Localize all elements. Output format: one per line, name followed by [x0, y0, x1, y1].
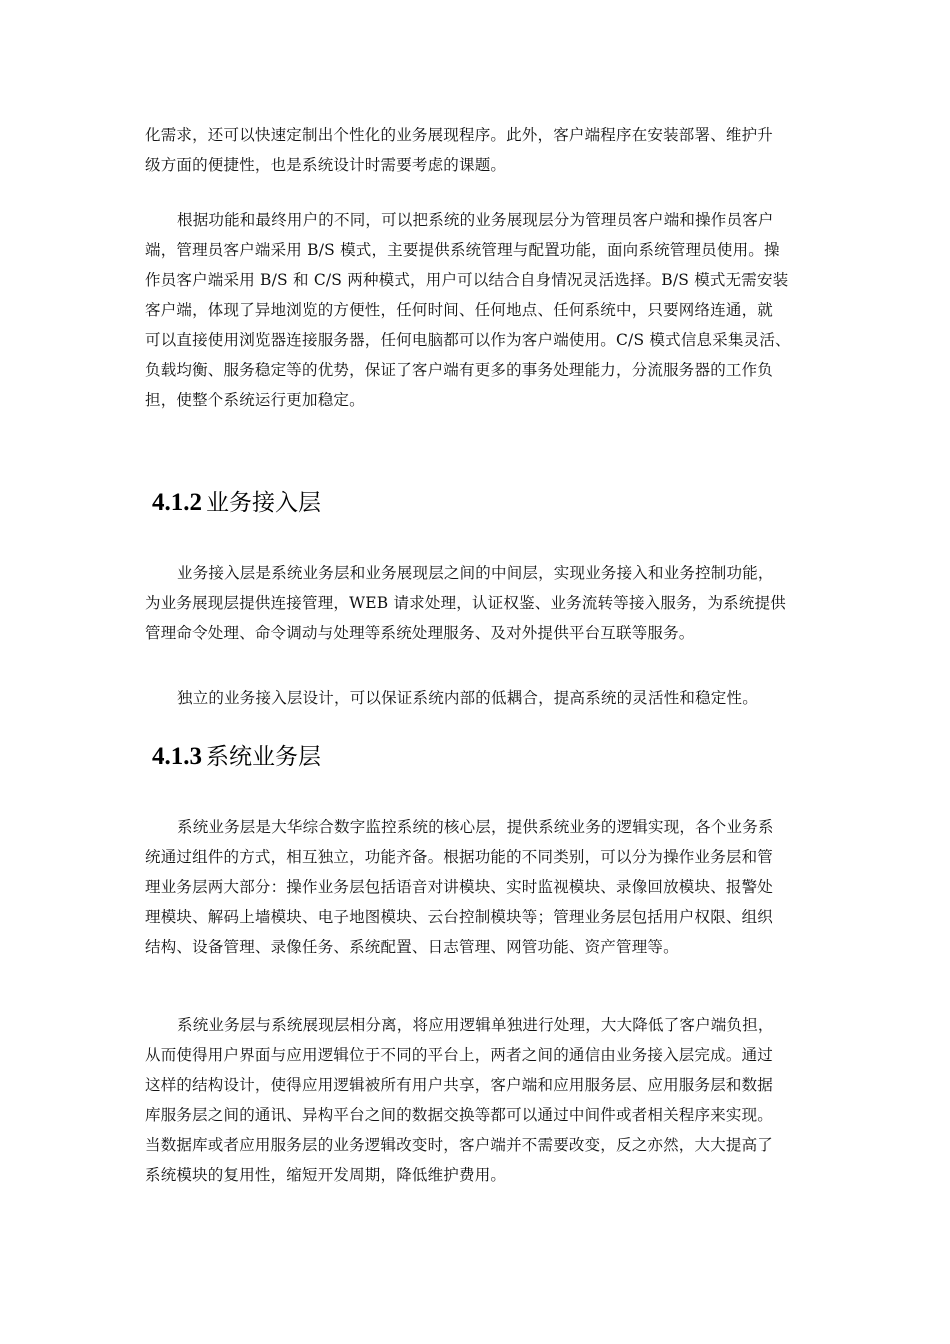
section-4-1-3-paragraph-2 — [145, 1010, 809, 1190]
section-heading-4-1-3 — [152, 740, 321, 774]
text-line: 系统业务层与系统展现层相分离，将应用逻辑单独进行处理，大大降低了客户端负担， — [177, 1016, 774, 1034]
text-line: 作员客户端采用 B/S 和 C/S 两种模式，用户可以结合自身情况灵活选择。B/S 模式无需安装 — [145, 271, 789, 289]
text-line: 客户端，体现了异地浏览的方便性，任何时间、任何地点、任何系统中，只要网络连通，就 — [145, 301, 774, 319]
text-line: 理业务层两大部分：操作业务层包括语音对讲模块、实时监视模块、录像回放模块、报警处 — [145, 878, 774, 896]
text-line: 统通过组件的方式，相互独立，功能齐备。根据功能的不同类别，可以分为操作业务层和管 — [145, 848, 774, 866]
text-line: 为业务展现层提供连接管理，WEB 请求处理，认证权鉴、业务流转等接入服务，为系统提供 — [145, 594, 786, 612]
text-line: 可以直接使用浏览器连接服务器，任何电脑都可以作为客户端使用。C/S 模式信息采集灵活、 — [145, 331, 791, 349]
text-line: 结构、设备管理、录像任务、系统配置、日志管理、网管功能、资产管理等。 — [145, 938, 679, 956]
text-line: 系统模块的复用性，缩短开发周期，降低维护费用。 — [145, 1166, 507, 1184]
text-line: 独立的业务接入层设计，可以保证系统内部的低耦合，提高系统的灵活性和稳定性。 — [177, 689, 758, 707]
section-4-1-3-paragraph-1 — [145, 812, 809, 962]
text-line: 担，使整个系统运行更加稳定。 — [145, 391, 365, 409]
section-number: 4.1.2 — [152, 489, 202, 516]
intro-paragraph-1 — [145, 120, 809, 180]
section-heading-4-1-2 — [152, 486, 321, 520]
text-line: 业务接入层是系统业务层和业务展现层之间的中间层，实现业务接入和业务控制功能， — [177, 564, 774, 582]
text-line: 管理命令处理、命令调动与处理等系统处理服务、及对外提供平台互联等服务。 — [145, 624, 695, 642]
text-line: 级方面的便捷性，也是系统设计时需要考虑的课题。 — [145, 156, 507, 174]
section-title: 系统业务层 — [206, 744, 321, 770]
text-line: 根据功能和最终用户的不同，可以把系统的业务展现层分为管理员客户端和操作员客户 — [177, 211, 774, 229]
text-line: 化需求，还可以快速定制出个性化的业务展现程序。此外，客户端程序在安装部署、维护升 — [145, 126, 774, 144]
text-line: 当数据库或者应用服务层的业务逻辑改变时，客户端并不需要改变，反之亦然，大大提高了 — [145, 1136, 774, 1154]
section-title: 业务接入层 — [206, 490, 321, 516]
section-4-1-2-paragraph-1 — [145, 558, 809, 648]
section-number: 4.1.3 — [152, 743, 202, 770]
text-line: 系统业务层是大华综合数字监控系统的核心层，提供系统业务的逻辑实现，各个业务系 — [177, 818, 774, 836]
intro-paragraph-2 — [145, 205, 809, 415]
text-line: 从而使得用户界面与应用逻辑位于不同的平台上，两者之间的通信由业务接入层完成。通过 — [145, 1046, 774, 1064]
section-4-1-2-paragraph-2 — [145, 683, 809, 713]
text-line: 这样的结构设计，使得应用逻辑被所有用户共享，客户端和应用服务层、应用服务层和数据 — [145, 1076, 774, 1094]
text-line: 负载均衡、服务稳定等的优势，保证了客户端有更多的事务处理能力，分流服务器的工作负 — [145, 361, 774, 379]
text-line: 理模块、解码上墙模块、电子地图模块、云台控制模块等；管理业务层包括用户权限、组织 — [145, 908, 774, 926]
text-line: 库服务层之间的通讯、异构平台之间的数据交换等都可以通过中间件或者相关程序来实现。 — [145, 1106, 774, 1124]
text-line: 端，管理员客户端采用 B/S 模式，主要提供系统管理与配置功能，面向系统管理员使用。操 — [145, 241, 780, 259]
